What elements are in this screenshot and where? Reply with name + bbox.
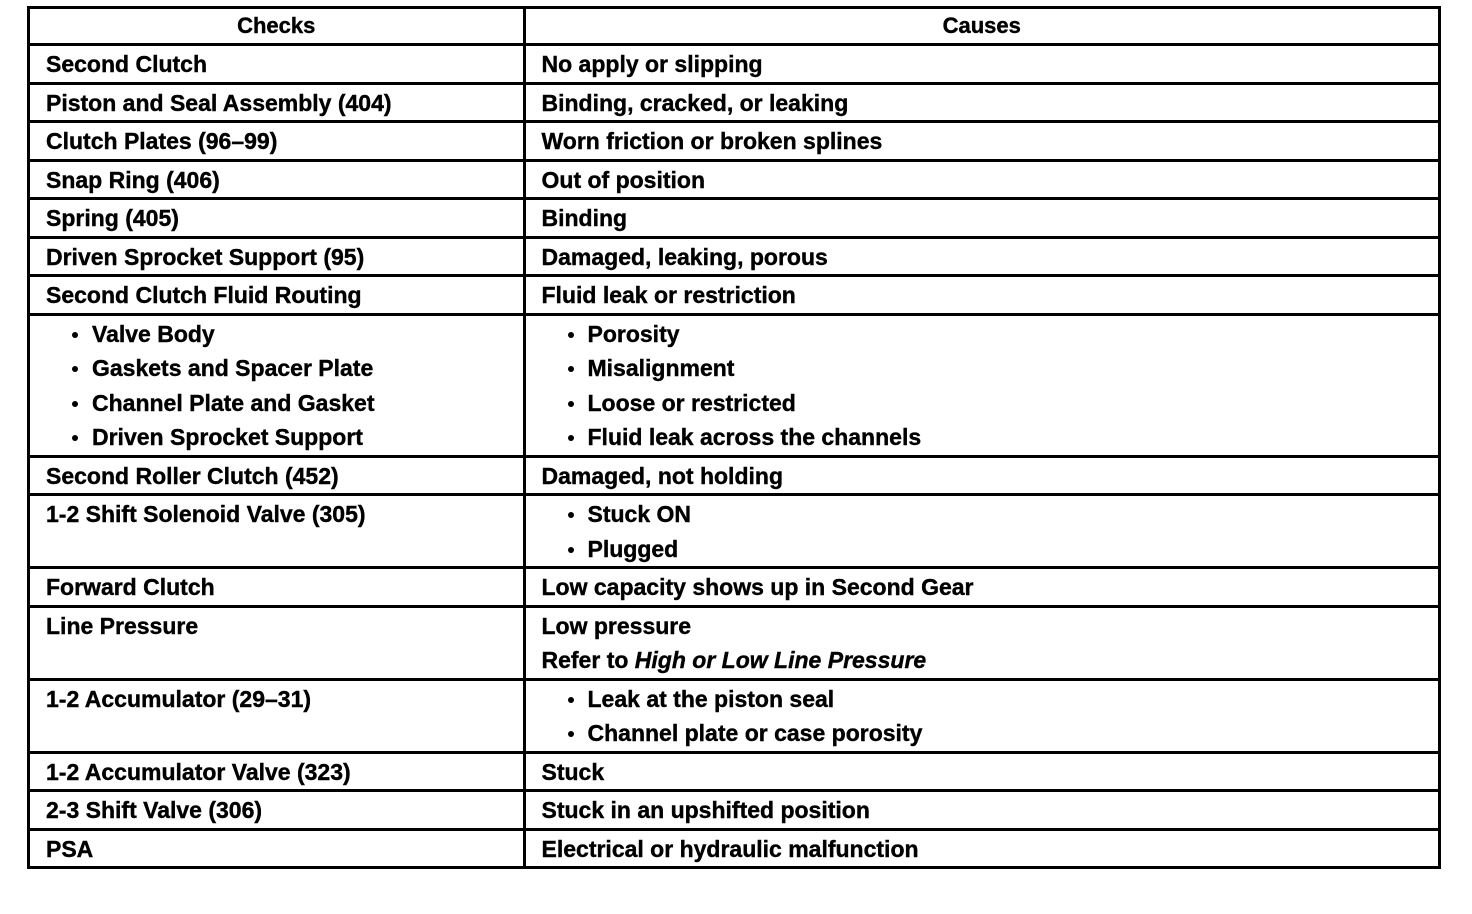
cause-cell: Fluid leak or restriction [524, 276, 1438, 315]
cause-cell: Electrical or hydraulic malfunction [541, 835, 919, 862]
check-bullet-item: Driven Sprocket Support [46, 420, 523, 455]
check-bullet-item: Valve Body [46, 317, 523, 352]
cause-cell [524, 314, 1438, 456]
table-row [30, 679, 1438, 752]
cause-cell: Binding, cracked, or leaking [524, 83, 1438, 122]
table-row [30, 606, 1438, 679]
cause-bullet-item: Plugged [542, 532, 1439, 567]
table-row [30, 160, 1438, 199]
cause-reference [542, 643, 1439, 678]
check-cell: 1-2 Accumulator Valve (323) [30, 752, 524, 791]
cause-cell: No apply or slipping [524, 45, 1438, 84]
diagnosis-table-container [27, 6, 1441, 869]
cause-text: Low pressure [541, 612, 692, 639]
cause-cell: Worn friction or broken splines [524, 122, 1438, 161]
check-cell: Forward Clutch [30, 568, 524, 607]
check-cell: Piston and Seal Assembly (404) [30, 83, 524, 122]
table-row [30, 829, 1438, 866]
cause-cell: Binding [524, 199, 1438, 238]
check-bullet-item: Channel Plate and Gasket [46, 386, 523, 421]
check-cell: 1-2 Accumulator (29–31) [30, 679, 524, 752]
check-cell [30, 314, 524, 456]
check-cell: Second Clutch Fluid Routing [30, 276, 524, 315]
cause-bullet-item: Misalignment [542, 351, 1439, 386]
check-cell: PSA [30, 829, 524, 866]
cause-bullet-item: Stuck ON [542, 497, 1439, 532]
cause-bullet-item: Channel plate or case porosity [542, 716, 1439, 751]
cause-bullet-item: Loose or restricted [542, 386, 1439, 421]
cause-cell: Damaged, not holding [524, 456, 1438, 495]
cause-bullet-item: Porosity [542, 317, 1439, 352]
check-cell: Second Roller Clutch (452) [30, 456, 524, 495]
cause-cell: Damaged, leaking, porous [524, 237, 1438, 276]
check-bullet-list [46, 317, 523, 455]
cause-cell: Out of position [524, 160, 1438, 199]
cause-cell [524, 679, 1438, 752]
cause-cell: Stuck in an upshifted position [524, 791, 1438, 830]
cause-cell [524, 495, 1438, 568]
cause-bullet-list [542, 317, 1439, 455]
cause-cell: Low capacity shows up in Second Gear [524, 568, 1438, 607]
check-cell: 2-3 Shift Valve (306) [30, 791, 524, 830]
check-cell: Second Clutch [30, 45, 524, 84]
table-row [30, 45, 1438, 84]
check-bullet-item: Gaskets and Spacer Plate [46, 351, 523, 386]
table-row [30, 199, 1438, 238]
table-row [30, 568, 1438, 607]
reference-link-title: High or Low Line Pressure [634, 647, 927, 673]
cause-bullet-item: Leak at the piston seal [542, 682, 1439, 717]
table-row [30, 791, 1438, 830]
check-cell: Spring (405) [30, 199, 524, 238]
table-row [30, 122, 1438, 161]
header-causes: Causes [524, 9, 1438, 45]
cause-bullet-list [542, 497, 1439, 566]
reference-prefix: Refer to [541, 647, 635, 673]
check-cell: Clutch Plates (96–99) [30, 122, 524, 161]
cause-bullet-list [542, 682, 1439, 751]
cause-bullet-item: Fluid leak across the channels [542, 420, 1439, 455]
header-checks: Checks [30, 9, 524, 45]
table-row [30, 83, 1438, 122]
diagnosis-table [30, 9, 1438, 866]
table-row [30, 495, 1438, 568]
check-cell: 1-2 Shift Solenoid Valve (305) [30, 495, 524, 568]
check-cell: Line Pressure [30, 606, 524, 679]
check-cell: Snap Ring (406) [30, 160, 524, 199]
cause-cell: Stuck [524, 752, 1438, 791]
table-row [30, 237, 1438, 276]
table-row [30, 752, 1438, 791]
check-cell: Driven Sprocket Support (95) [30, 237, 524, 276]
table-row [30, 276, 1438, 315]
cause-cell [524, 606, 1438, 679]
header-row [30, 9, 1438, 45]
table-row [30, 314, 1438, 456]
table-row [30, 456, 1438, 495]
